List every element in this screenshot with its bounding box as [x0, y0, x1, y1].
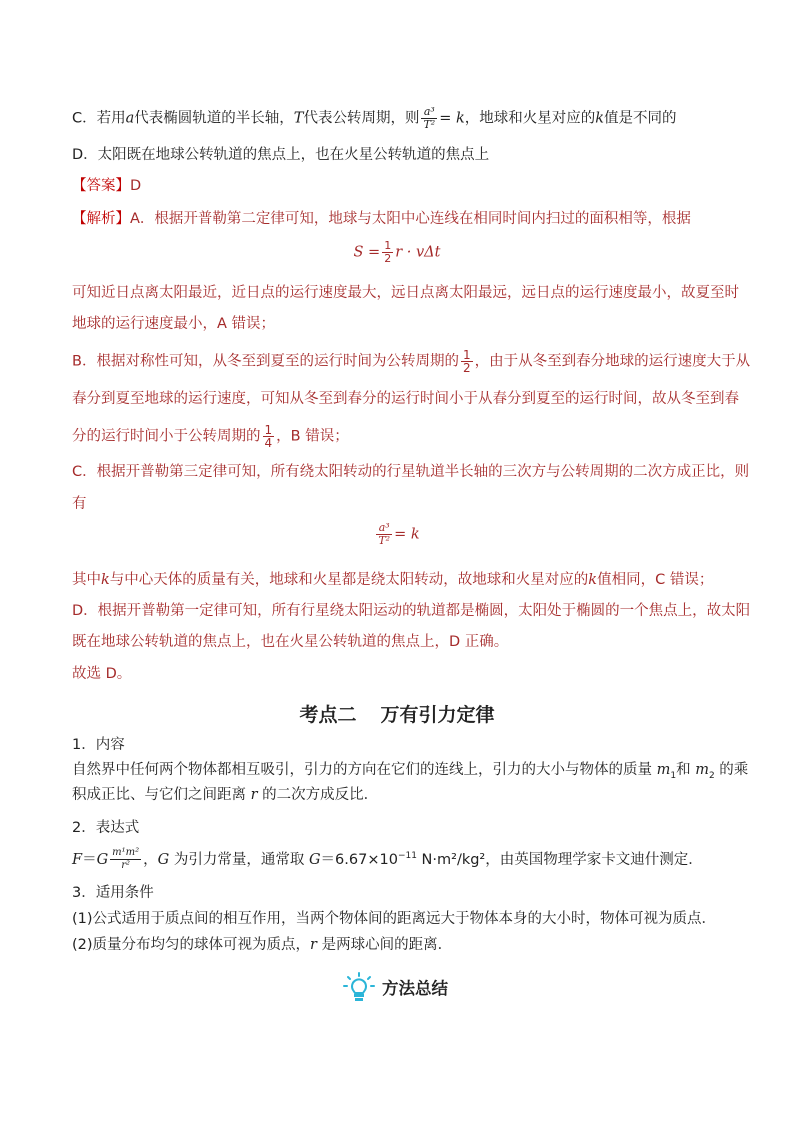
- content-p3: (1)公式适用于质点间的相互作用，当两个物体间的距离远大于物体本身的大小时，物体可视为质点．: [72, 911, 717, 927]
- analysis-c3: 其中k与中心天体的质量有关，地球和火星都是绕太阳转动，故地球和火星对应的k值相同，C 错误；: [72, 572, 714, 588]
- formula-area: S = $\frac{1}{2}$ r · vΔt: [353, 239, 441, 265]
- content-p1b: 积成正比、与它们之间距离 r 的二次方成反比．: [72, 787, 379, 803]
- content-h2: 2．表达式: [72, 820, 140, 836]
- analysis-d1: D．根据开普勒第一定律可知，所有行星绕太阳运动的轨道都是椭圆，太阳处于椭圆的一个焦点上，故太阳: [72, 603, 751, 619]
- analysis-a2: 可知近日点离太阳最近，近日点的运行速度最大，远日点离太阳最远，远日点的运行速度最小，故夏至时: [72, 285, 739, 301]
- content-p2: F＝G $\frac{\text{m¹m²}}{\text{r²}}$ ，G 为引力常量，通常取 $G=6.67\times 10^{-11}$ N·m²/kg²，由英国物理学家卡文迪什测定．: [72, 847, 703, 872]
- content-p1a: 自然界中任何两个物体都相互吸引，引力的方向在它们的连线上，引力的大小与物体的质量 $m_1$和 $m_2$ 的乘: [72, 762, 749, 781]
- analysis-choose: 故选 D。: [72, 666, 132, 682]
- analysis-b2: 春分到夏至地球的运行速度，可知从冬至到春分的运行时间小于从春分到夏至的运行时间，故从冬至到春: [72, 391, 739, 407]
- lightbulb-icon: [342, 972, 376, 1002]
- answer-line: 【答案】D: [72, 178, 142, 194]
- method-summary-label: 方法总结: [382, 979, 448, 998]
- analysis-d2: 既在地球公转轨道的焦点上，也在火星公转轨道的焦点上，D 正确。: [72, 634, 509, 650]
- analysis-c2: 有: [72, 496, 87, 512]
- analysis-a3: 地球的运行速度最小，A 错误；: [72, 316, 276, 332]
- content-h1: 1．内容: [72, 737, 125, 753]
- option-c: C．若用a代表椭圆轨道的半长轴，T代表公转周期，则 $\frac{\text{a³}}{\text{T²}}$ = k，地球和火星对应的k值是不同的: [72, 105, 677, 131]
- analysis-c1: C．根据开普勒第三定律可知，所有绕太阳转动的行星轨道半长轴的三次方与公转周期的二次方成正比，则: [72, 464, 750, 480]
- analysis-b3: 分的运行时间小于公转周期的 $\frac{1}{4}$ ，B 错误；: [72, 423, 349, 450]
- content-h3: 3．适用条件: [72, 885, 154, 901]
- content-p4: (2)质量分布均匀的球体可视为质点，r 是两球心间的距离．: [72, 937, 453, 953]
- analysis-a1: 【解析】A．根据开普勒第二定律可知，地球与太阳中心连线在相同时间内扫过的面积相等，根据: [72, 211, 691, 227]
- formula-kepler3: $\frac{\text{a³}}{\text{T²}}$ = k: [378, 521, 420, 547]
- fraction-a3-t2: $\frac{\text{a³}}{\text{T²}}$: [423, 105, 436, 131]
- option-d: D．太阳既在地球公转轨道的焦点上，也在火星公转轨道的焦点上: [72, 147, 490, 163]
- method-summary: [342, 972, 448, 1002]
- analysis-b1: B．根据对称性可知，从冬至到夏至的运行时间为公转周期的 $\frac{1}{2}$ ，由于从冬至到春分地球的运行速度大于从: [72, 348, 751, 375]
- section-heading: 考点二 万有引力定律: [299, 704, 495, 726]
